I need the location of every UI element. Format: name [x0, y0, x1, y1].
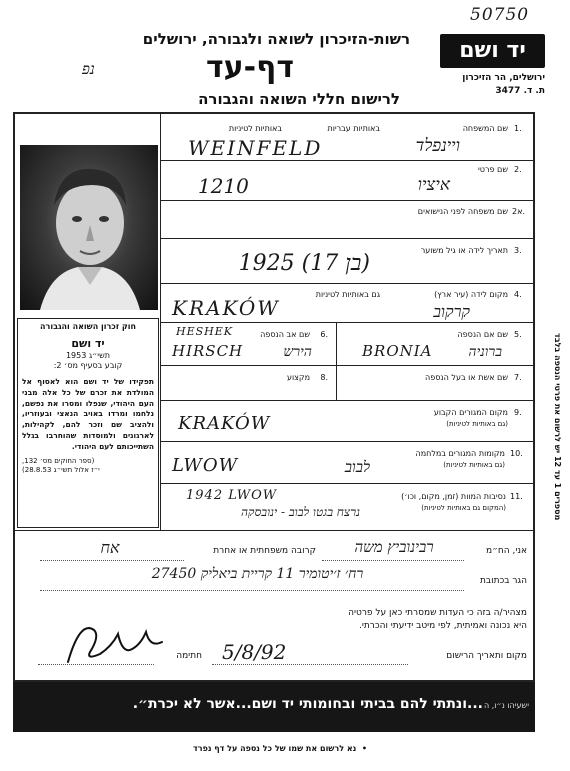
field-8-label: מקצוע: [286, 373, 310, 382]
law-ref-2: י״ז אלול תשי״ג 28.8.53): [22, 465, 100, 474]
field-1-value-hebrew: ויינפלד: [415, 136, 460, 156]
witness-address-line: [40, 590, 464, 591]
field-7-label: שם אשת או בעל הנספה: [425, 373, 508, 382]
witness-name: רבינוביץ משה: [354, 538, 434, 556]
law-ref-1: (ספר החוקים מס׳ 132,: [22, 456, 95, 465]
row-divider: [160, 441, 535, 442]
logo-address: ירושלים, הר הזיכרון: [462, 73, 545, 83]
row-divider: [13, 530, 535, 531]
law-clause: קובע בסעיף מס׳ 2:: [53, 360, 123, 370]
field-9-number: 9.: [514, 408, 522, 417]
field-11-number: 11.: [510, 492, 523, 501]
field-7-number: 7.: [514, 373, 522, 382]
declaration-line-2: היא נכונה ואמיתית, לפי מיטב ידיעתי והכרתי.: [358, 621, 527, 631]
serial-number: 50750: [470, 5, 530, 25]
quote-band: [13, 682, 535, 732]
po-box: ת. ד. 3477: [495, 86, 545, 96]
witness-address-label: הגר בכתובת: [480, 576, 527, 586]
field-3-label: תאריך לידה או גיל משוער: [420, 246, 508, 255]
witness-relation-value: אח: [100, 538, 120, 557]
field-10-value-hebrew: לבוב: [344, 458, 370, 476]
place-date-line: [212, 664, 408, 665]
field-5-value-latin: BRONIA: [362, 342, 433, 360]
form-subtitle: לרישום חללי השואה והגבורה: [198, 90, 400, 108]
field-11-sub: (המקום גם באותיות לטיניות): [421, 504, 506, 512]
field-11-value-hebrew: נרצח בגטו לבוב - ינובסקה: [241, 505, 360, 519]
witness-address-value: רח׳ ז׳יטומיר 11 קריית ביאליק 27450: [151, 566, 364, 582]
field-6-value-hebrew: הירש: [283, 344, 312, 360]
field-10-number: 10.: [510, 449, 523, 458]
row-divider: [160, 238, 535, 239]
row-divider: [160, 322, 535, 323]
field-1-label: שם המשפחה: [462, 124, 508, 133]
row-divider: [160, 283, 535, 284]
row-divider: [160, 200, 535, 201]
bullet-icon: •: [356, 744, 367, 753]
col-divider: [336, 322, 337, 400]
law-box: [17, 318, 159, 528]
field-9-sub: (גם באותיות לטיניות): [446, 420, 508, 428]
right-margin-note: מספרים 1 עד 12 יש לרשום את פרטי הנספה בלבד: [553, 332, 562, 520]
witness-i-label: אני, הח״מ: [485, 546, 527, 556]
handwritten-top-mark: נפ: [82, 60, 95, 78]
field-6-number: 6.: [320, 330, 328, 339]
field-10-value-latin: LWOW: [172, 455, 239, 476]
quote-reference: ישעיהו נ״ו, ה: [483, 701, 529, 710]
field-11-value-latin: 1942 LWOW: [186, 488, 278, 503]
declaration-line-1: מצהיר/ה בזה כי העדות שמסרתי כאן על פרטיה: [348, 608, 527, 618]
field-1-hebrew-hdr: באותיות עבריות: [327, 124, 380, 133]
row-divider: [160, 400, 535, 401]
field-5-label: שם אם הנספה: [457, 330, 508, 339]
row-divider: [160, 365, 535, 366]
registration-date: 5/8/92: [222, 640, 287, 664]
field-1-number: 1.: [514, 124, 522, 133]
field-6-label: שם אב הנספה: [260, 330, 310, 339]
logo-text: יד ושם: [459, 38, 526, 63]
field-6-value-latin-top: HESHEK: [176, 325, 233, 338]
law-text: תפקידו של יד ושם הוא לאסוף אל המולדת את זכרם של כל אלה מבני העם היהודי, שנפלו ומסרו את נפשם, נלחמו ומרדו באויב הנאצי ובעוזריו, ולהציב שם וזכר להם, לקהילות, לארגונים ולמוסדות שהוחרבו בגלל השתייכותם לעם היהודי.: [22, 376, 154, 451]
witness-name-line: [322, 560, 464, 561]
field-9-value-latin: KRAKÓW: [178, 413, 271, 434]
footer-note: [130, 744, 430, 753]
field-3-value: (בן 17) 1925: [238, 251, 370, 276]
row-divider: [160, 160, 535, 161]
field-2-number: 2.: [514, 165, 522, 174]
field-11-label: נסיבות המוות (זמן, מקום, וכו׳): [401, 492, 506, 501]
field-6-value-latin: HIRSCH: [172, 342, 244, 360]
signature-label: חתימה: [176, 651, 202, 661]
field-4-value-hebrew: קרקוב: [433, 302, 470, 321]
law-name: יד ושם: [71, 337, 105, 350]
sidebar-divider: [160, 112, 161, 530]
field-4-value-latin: KRAKÓW: [172, 296, 280, 320]
field-2-value-latin: 1210: [198, 174, 249, 198]
field-4-number: 4.: [514, 290, 522, 299]
yad-vashem-logo: [440, 34, 545, 68]
field-2-value-hebrew: איציו: [417, 175, 450, 195]
field-5-number: 5.: [514, 330, 522, 339]
field-5-value-hebrew: ברוניה: [468, 344, 502, 360]
quote-text: ...ונתתי להם בביתי ובחומותי יד ושם...אשר לא יכרת״.: [132, 696, 483, 712]
footer-note-text: נא לרשום את שמו של כל נספה על דף נפרד: [193, 744, 357, 753]
law-title: חוק זכרון השואה והגבורה: [40, 322, 136, 331]
field-10-label: מקומות המגורים במלחמה: [415, 449, 505, 458]
field-4-label: מקום לידה (עיר ארץ): [434, 290, 508, 299]
row-divider: [160, 483, 535, 484]
witness-relation-line: [40, 560, 184, 561]
field-2a-number: 2א.: [512, 207, 525, 216]
field-4-latin-hdr: גם באותיות לטיניות: [315, 290, 380, 299]
field-8-number: 8.: [320, 373, 328, 382]
field-10-sub: (גם באותיות לטיניות): [443, 461, 505, 469]
field-1-latin-hdr: באותיות לטיניות: [228, 124, 282, 133]
portrait-icon: [20, 145, 158, 310]
field-1-value-latin: WEINFELD: [188, 136, 323, 160]
field-3-number: 3.: [514, 246, 522, 255]
place-date-label: מקום ותאריך הרישום: [446, 651, 527, 661]
field-2a-label: שם משפחה לפני הנישואים: [417, 207, 508, 216]
org-title: רשות-הזיכרון לשואה ולגבורה, ירושלים: [142, 30, 410, 48]
witness-signature-icon: [60, 612, 170, 668]
victim-photo: [20, 145, 158, 310]
law-year: תשי״ג 1953: [65, 350, 111, 360]
witness-relation-label: קרובה משפחתית או אחרת: [213, 546, 316, 556]
form-title: דף-עד: [206, 50, 294, 85]
field-9-label: מקום המגורים הקבוע: [433, 408, 508, 417]
field-2-label: שם פרטי: [477, 165, 508, 174]
